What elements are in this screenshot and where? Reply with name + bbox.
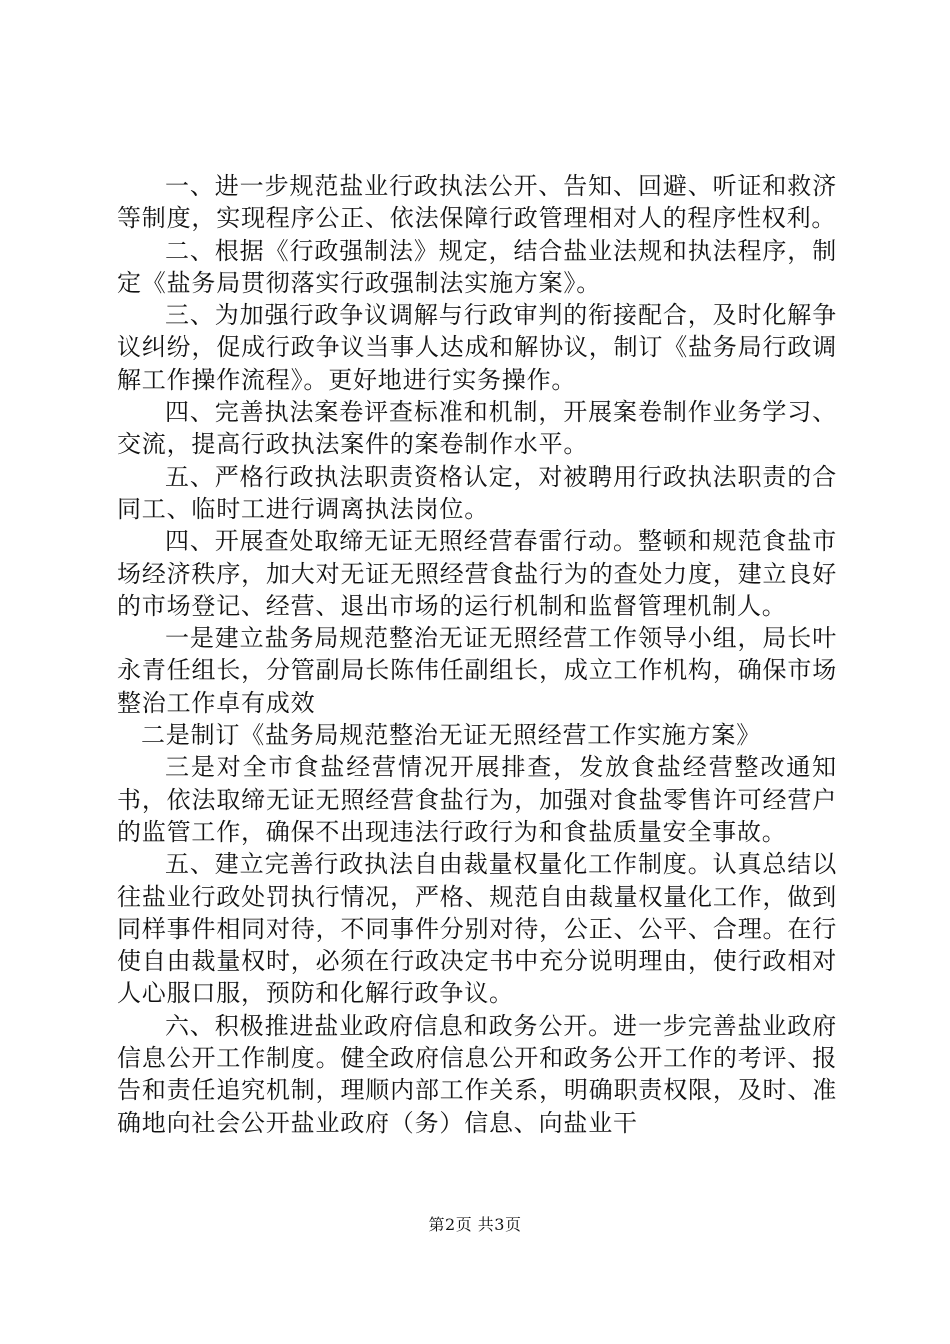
paragraph-10: 五、建立完善行政执法自由裁量权量化工作制度。认真总结以往盐业行政处罚执行情况，严格、规范自由裁量权量化工作，做到同样事件相同对待，不同事件分别对待，公正、公平、合理。在行使自由裁量权时，必须在行政决定书中充分说明理由，使行政相对人心服口服，预防和化解行政争议。 bbox=[117, 850, 837, 1008]
paragraph-2: 二、根据《行政强制法》规定，结合盐业法规和执法程序，制定《盐务局贯彻落实行政强制法实施方案》。 bbox=[117, 236, 837, 297]
page-number-footer: 第2页 共3页 bbox=[428, 1215, 522, 1234]
paragraph-4: 四、完善执法案卷评查标准和机制，开展案卷制作业务学习、交流，提高行政执法案件的案卷制作水平。 bbox=[117, 398, 837, 459]
paragraph-3: 三、为加强行政争议调解与行政审判的衔接配合，及时化解争议纠纷，促成行政争议当事人达成和解协议，制订《盐务局行政调解工作操作流程》。更好地进行实务操作。 bbox=[117, 301, 837, 394]
paragraph-8: 二是制订《盐务局规范整治无证无照经营工作实施方案》 bbox=[141, 721, 761, 750]
paragraph-9: 三是对全市食盐经营情况开展排查，发放食盐经营整改通知书，依法取缔无证无照经营食盐行为，加强对食盐零售许可经营户的监管工作，确保不出现违法行政行为和食盐质量安全事故。 bbox=[117, 753, 837, 846]
paragraph-5: 五、严格行政执法职责资格认定，对被聘用行政执法职责的合同工、临时工进行调离执法岗位。 bbox=[117, 462, 837, 523]
paragraph-7: 一是建立盐务局规范整治无证无照经营工作领导小组，局长叶永青任组长，分管副局长陈伟任副组长，成立工作机构，确保市场整治工作卓有成效 bbox=[117, 624, 837, 717]
paragraph-6: 四、开展查处取缔无证无照经营春雷行动。整顿和规范食盐市场经济秩序，加大对无证无照经营食盐行为的查处力度，建立良好的市场登记、经营、退出市场的运行机制和监督管理机制人。 bbox=[117, 527, 837, 620]
paragraph-11: 六、积极推进盐业政府信息和政务公开。进一步完善盐业政府信息公开工作制度。健全政府信息公开和政务公开工作的考评、报告和责任追究机制，理顺内部工作关系，明确职责权限，及时、准确地向社会公开盐业政府（务）信息、向盐业干 bbox=[117, 1011, 837, 1137]
paragraph-1: 一、进一步规范盐业行政执法公开、告知、回避、听证和救济等制度，实现程序公正、依法保障行政管理相对人的程序性权利。 bbox=[117, 172, 837, 233]
document-body bbox=[117, 170, 837, 1139]
